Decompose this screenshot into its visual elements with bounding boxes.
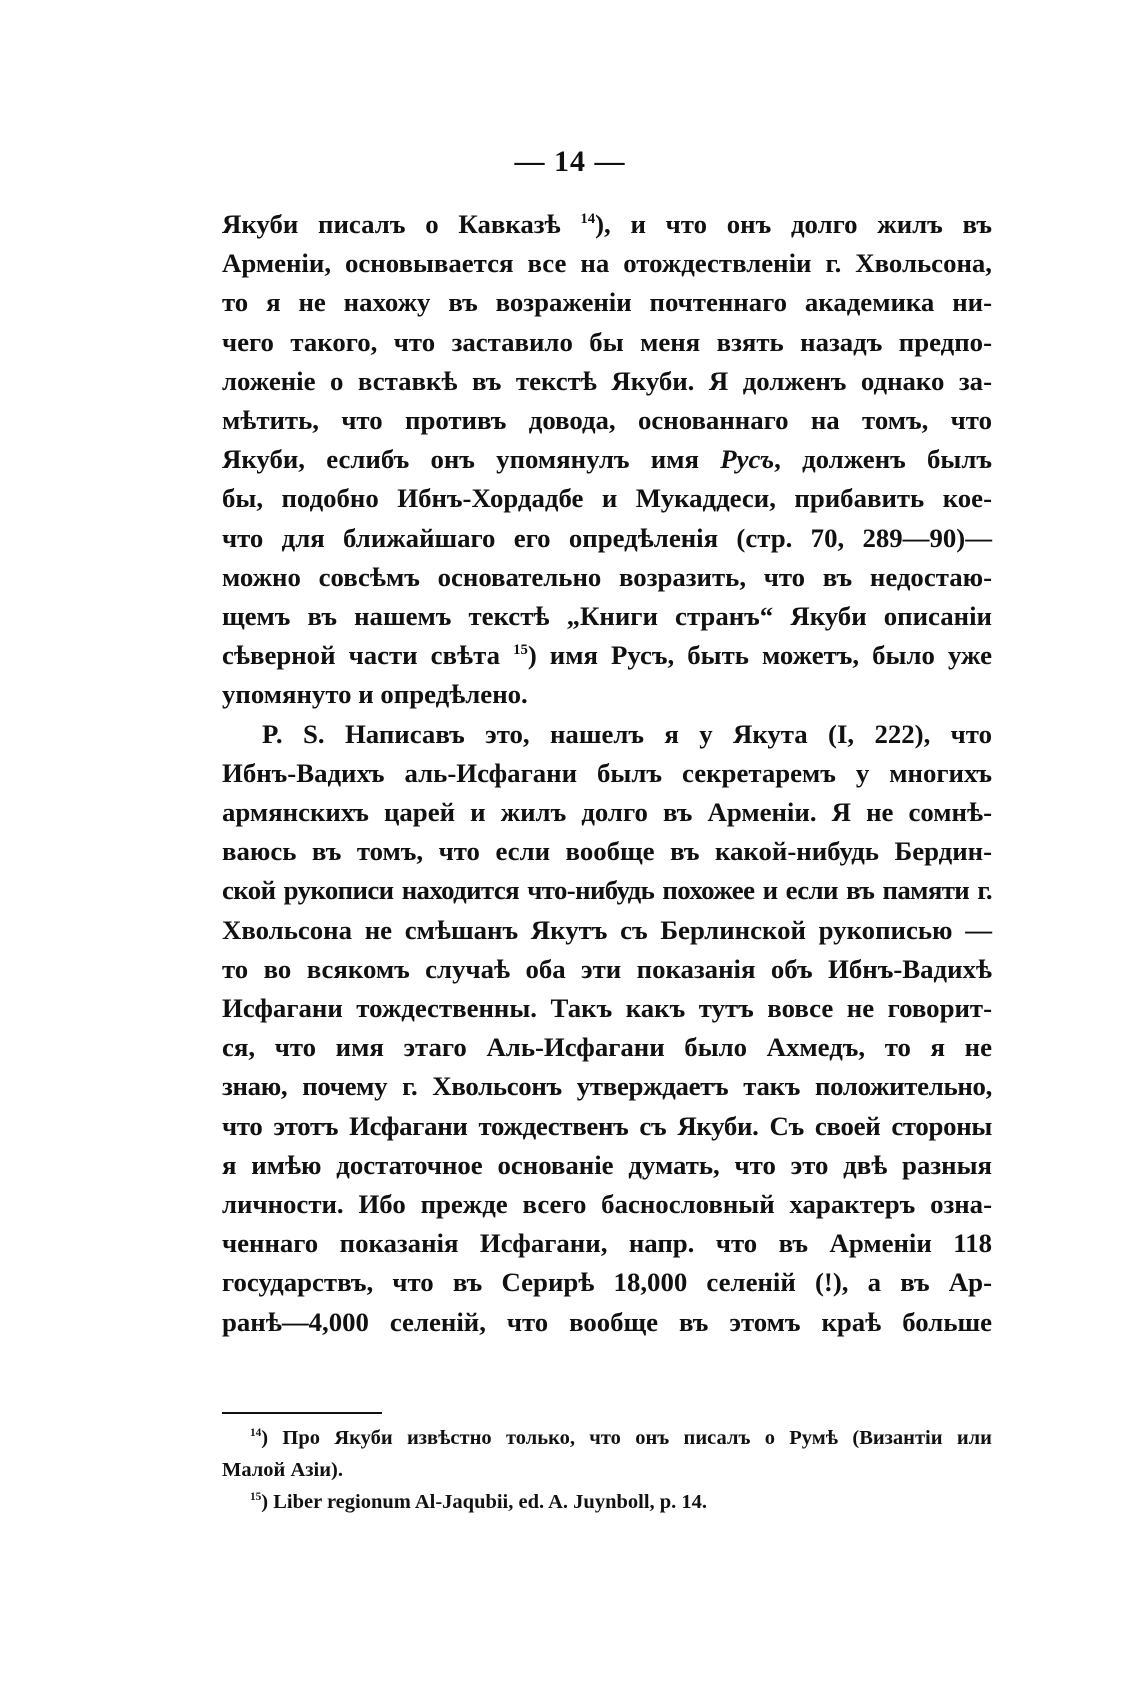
text-line (222, 205, 992, 244)
footnote-ref-14[interactable]: 14 (580, 211, 596, 228)
text-line: армянскихъ царей и жилъ долго въ Арменiи. Я не сомнѣ- (222, 797, 992, 828)
footnote-marker: 15 (250, 1491, 262, 1504)
text-line: ранѣ—4,000 селенiй, что вообще въ этомъ краѣ больше (222, 1306, 992, 1337)
text-segment: ) имя Русъ, быть можетъ, было уже (527, 640, 992, 671)
text-line: ченнаго показанiя Исфагани, напр. что въ Арменiи 118 (222, 1228, 992, 1259)
text-line: бы, подобно Ибнъ-Хордадбе и Мукаддеси, прибавить кое- (222, 483, 992, 514)
text-line: то я не нахожу въ возраженiи почтеннаго академика ни- (222, 287, 992, 318)
paragraph-1 (222, 205, 992, 715)
text-line: Ибнъ-Вадихъ аль-Исфагани былъ секретаремъ у многихъ (222, 757, 992, 788)
text-line: ской рукописи находится что-нибудь похожее и если въ памяти г. (222, 875, 992, 906)
text-line (222, 636, 992, 675)
text-line: знаю, почему г. Хвольсонъ утверждаетъ такъ положительно, (222, 1071, 992, 1102)
main-text (222, 205, 992, 1342)
text-line: щемъ въ нашемъ текстѣ „Книги странъ“ Якуби описанiи (222, 601, 992, 632)
text-line: P. S. Написавъ это, нашелъ я у Якута (I, 222), что (262, 718, 992, 749)
footnote-15 (222, 1486, 992, 1518)
text-line: можно совсѣмъ основательно возразить, что въ недостаю- (222, 561, 992, 592)
text-line: что для ближайшаго его опредѣленiя (стр. 70, 289—90)— (222, 522, 992, 553)
text-line (222, 440, 992, 479)
text-line: я имѣю достаточное основанiе думать, что это двѣ разныя (222, 1149, 992, 1180)
footnote-14 (222, 1422, 992, 1454)
footnotes (222, 1422, 992, 1518)
footnote-divider (222, 1412, 382, 1414)
text-segment: , долженъ былъ (774, 444, 992, 475)
text-segment: Якуби, еслибъ онъ упомянулъ имя (222, 444, 721, 475)
text-segment: сѣверной части свѣта (222, 640, 514, 671)
text-line: то во всякомъ случаѣ оба эти показанiя объ Ибнъ-Вадихѣ (222, 953, 992, 984)
text-line: упомянуто и опредѣлено. (222, 679, 528, 710)
page-number: — 14 — (514, 145, 626, 178)
text-line: Исфагани тождественны. Такъ какъ тутъ вовсе не говорит- (222, 993, 992, 1024)
footnote-14-continued: Малой Азiи). (222, 1459, 343, 1481)
text-line: Хвольсона не смѣшанъ Якутъ съ Берлинской рукописью — (222, 914, 992, 945)
text-line: ложенiе о вставкѣ въ текстѣ Якуби. Я долженъ однако за- (222, 365, 992, 396)
footnote-text: ) Про Якуби извѣстно только, что онъ писалъ о Румѣ (Византiи или (261, 1427, 992, 1449)
text-line: что этотъ Исфагани тождественъ съ Якуби. Съ своей стороны (222, 1110, 992, 1141)
text-line: ся, что имя этаго Аль-Исфагани было Ахмедъ, то я не (222, 1032, 992, 1063)
footnote-ref-15[interactable]: 15 (513, 642, 528, 659)
paragraph-2 (222, 715, 992, 1342)
text-line: личности. Ибо прежде всего баснословный характеръ озна- (222, 1189, 992, 1220)
text-line: чего такого, что заставило бы меня взять назадъ предпо- (222, 326, 992, 357)
text-line: ваюсь въ томъ, что если вообще въ какой-нибудь Бердин- (222, 836, 992, 867)
footnote-marker: 14 (250, 1427, 262, 1440)
text-line: государствъ, что въ Серирѣ 18,000 селенiй (!), а въ Ар- (222, 1267, 992, 1298)
text-line: мѣтить, что противъ довода, основаннаго на томъ, что (222, 405, 992, 436)
text-segment: Якуби писалъ о Кавказѣ (222, 209, 581, 239)
text-segment: ), и что онъ долго жилъ въ (595, 209, 992, 239)
italic-word: Русъ (720, 444, 775, 475)
footnote-text: ) Liber regionum Al-Jaqubii, ed. A. Juynboll, p. 14. (261, 1491, 708, 1513)
text-line: Арменiи, основывается все на отождествленiи г. Хвольсона, (222, 248, 992, 279)
